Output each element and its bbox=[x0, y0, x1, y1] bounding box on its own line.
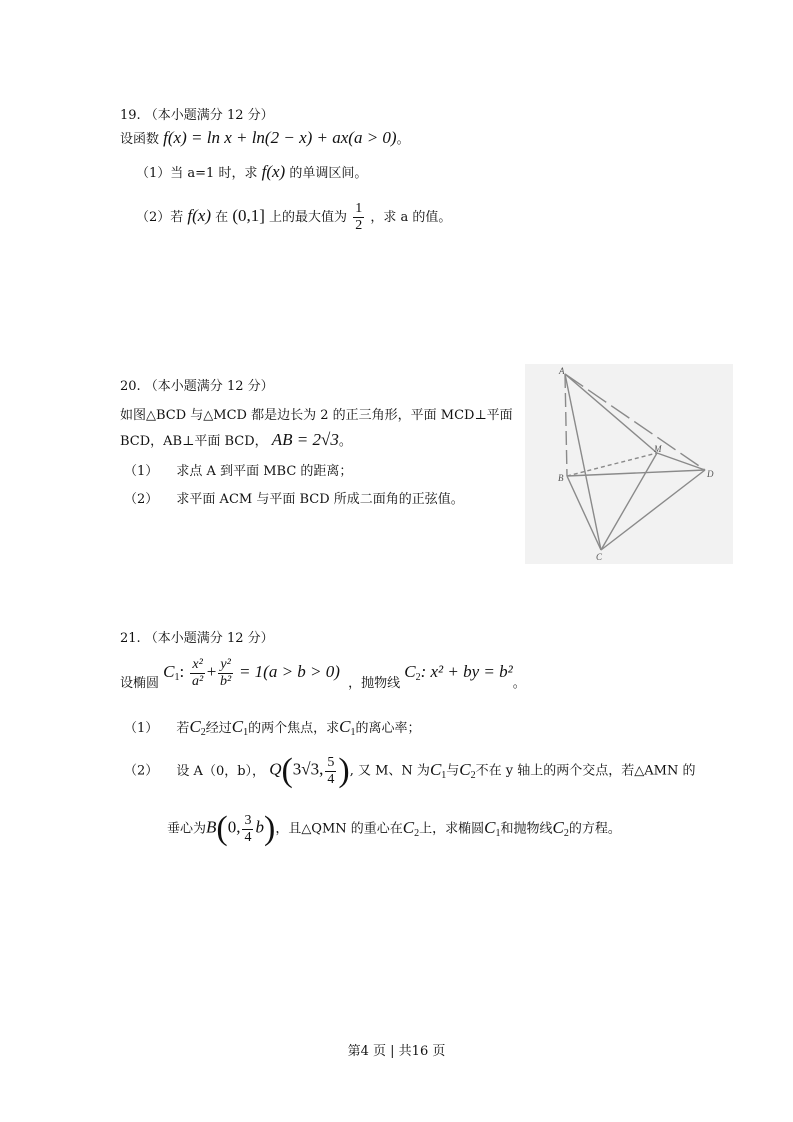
q21-intro-label: 设椭圆 bbox=[120, 676, 160, 691]
label-b: B bbox=[558, 473, 564, 483]
edge-cd bbox=[601, 470, 705, 550]
q20-part2-text: 求平面 ACM 与平面 BCD 所成二面角的正弦值。 bbox=[176, 492, 464, 507]
q21-ellipse-name: $C_1$ bbox=[163, 662, 180, 683]
q21-part2: （2） 设 A（0，b）， Q(3√3, $\frac{5}{4}$ ), 又 M、N 为$C_1$与$C_2$不在 y 轴上的两个交点，若△AMN 的 bbox=[124, 752, 696, 789]
q21-b-frac: $\frac{3}{4}$ bbox=[244, 812, 252, 845]
q21-parabola-eq: : x² + by = b² bbox=[420, 662, 513, 681]
q19-part2-interval: (0,1] bbox=[232, 206, 265, 225]
q19-header: 19. （本小题满分 12 分） bbox=[120, 108, 274, 123]
q20-line2-end: 。 bbox=[338, 434, 352, 449]
page-footer: 第4 页 | 共16 页 bbox=[347, 1044, 446, 1059]
label-m: M bbox=[654, 444, 662, 454]
q19-part2 bbox=[136, 202, 451, 233]
edge-cm bbox=[601, 453, 657, 550]
q19-part1-prefix: （1）当 a=1 时，求 bbox=[136, 166, 258, 181]
edge-ab bbox=[565, 374, 567, 476]
q19-intro-label: 设函数 bbox=[120, 132, 160, 147]
tetrahedron-diagram bbox=[525, 364, 733, 564]
q20-part2-number: （2） bbox=[124, 492, 159, 507]
q19-part1 bbox=[136, 162, 367, 182]
q21-ellipse-frac-x: $\frac{\text{x²}}{\text{a²}}$ bbox=[191, 657, 204, 689]
q19-part2-suffix: ，求 a 的值。 bbox=[370, 210, 452, 225]
q21-q-coord1: 3√3, bbox=[292, 759, 324, 779]
q19-part1-formula: f(x) bbox=[261, 162, 286, 181]
q20-line2 bbox=[120, 430, 352, 450]
label-c: C bbox=[596, 552, 603, 562]
q20-part2 bbox=[124, 488, 464, 507]
q19-part2-prefix: （2）若 bbox=[136, 210, 184, 225]
label-a: A bbox=[559, 366, 565, 376]
q20-line2-prefix: BCD，AB⊥平面 BCD， bbox=[120, 434, 268, 449]
q19-intro-end: 。 bbox=[396, 132, 410, 147]
q21-header: 21. （本小题满分 12 分） bbox=[120, 631, 274, 646]
q21-intro: 设椭圆 $C_1$: $\frac{\text{x²}}{\text{a²}}$ + $\frac{\text{y²}}{\text{b²}}$ = 1(a > b > 0) ，抛物线 $C_2$: x² + by = b²。 bbox=[120, 657, 526, 691]
q21-part1: （1） 若$C_2$经过$C_1$的两个焦点，求$C_1$的离心率； bbox=[124, 717, 421, 738]
q20-part1-number: （1） bbox=[124, 464, 159, 479]
q19-function-formula: f(x) = ln x + ln(2 − x) + ax(a > 0) bbox=[163, 128, 397, 147]
label-d: D bbox=[707, 469, 714, 479]
q19-part2-fraction bbox=[353, 202, 364, 233]
q19-intro bbox=[120, 128, 410, 148]
q19-part2-formula: f(x) bbox=[187, 206, 212, 225]
q20-part1 bbox=[124, 460, 352, 479]
q21-intro-end: 。 bbox=[512, 676, 526, 691]
fraction-numerator: 1 bbox=[355, 201, 363, 216]
edge-ad bbox=[565, 374, 705, 470]
q20-part1-text: 求点 A 到平面 MBC 的距离； bbox=[176, 464, 353, 479]
q20-geometry-figure bbox=[525, 364, 733, 564]
q20-header: 20. （本小题满分 12 分） bbox=[120, 379, 274, 394]
q21-q-frac: $\frac{5}{4}$ bbox=[327, 754, 335, 787]
q21-part2-line2: 垂心为B(0, $\frac{3}{4}$ b)，且△QMN 的重心在$C_2$上，求椭圆$C_1$和抛物线$C_2$的方程。 bbox=[167, 810, 621, 847]
edge-md bbox=[657, 453, 705, 470]
q21-ellipse-frac-y: $\frac{\text{y²}}{\text{b²}}$ bbox=[220, 657, 232, 689]
q21-mid-text: ，抛物线 bbox=[348, 676, 401, 691]
q21-parabola-name: $C_2$ bbox=[404, 662, 421, 683]
edge-bc bbox=[567, 476, 601, 550]
q21-ellipse-rest: = 1(a > b > 0) bbox=[238, 662, 340, 681]
q19-part1-suffix: 的单调区间。 bbox=[289, 166, 368, 181]
fraction-denominator: 2 bbox=[355, 218, 363, 233]
q21-part1-number: （1） bbox=[124, 721, 159, 736]
q21-part2-number: （2） bbox=[124, 763, 159, 779]
q21-b-coord1: 0, bbox=[227, 817, 241, 837]
q20-ab-formula: AB = 2√3 bbox=[271, 430, 339, 449]
q19-part2-mid2: 上的最大值为 bbox=[269, 210, 348, 225]
q20-line1: 如图△BCD 与△MCD 都是边长为 2 的正三角形，平面 MCD⊥平面 bbox=[120, 408, 513, 423]
q19-part2-mid1: 在 bbox=[215, 210, 229, 225]
